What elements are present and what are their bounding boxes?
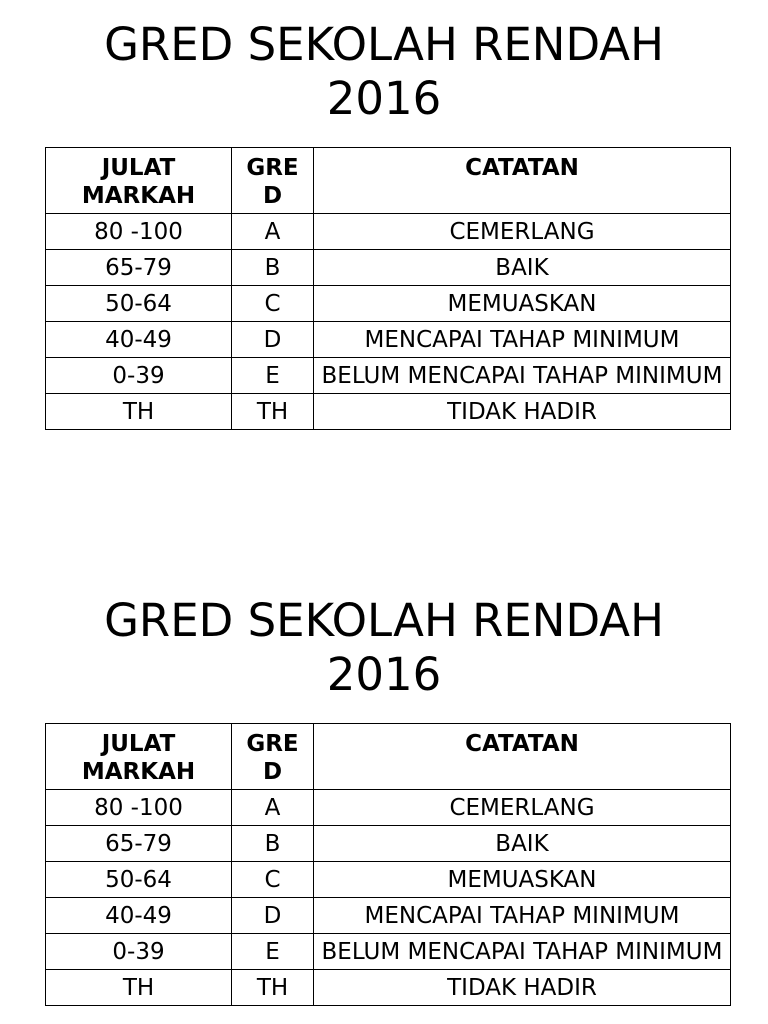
cell-range: 50-64 bbox=[46, 862, 232, 898]
cell-note: MEMUASKAN bbox=[314, 862, 731, 898]
title-line-1: GRED SEKOLAH RENDAH bbox=[104, 18, 664, 71]
grade-table-1 bbox=[45, 147, 731, 430]
cell-grade: E bbox=[232, 358, 314, 394]
grade-section-1 bbox=[0, 18, 768, 425]
table-row bbox=[46, 934, 731, 970]
cell-range: 65-79 bbox=[46, 250, 232, 286]
cell-grade: TH bbox=[232, 970, 314, 1006]
cell-note: BAIK bbox=[314, 826, 731, 862]
cell-range: 40-49 bbox=[46, 322, 232, 358]
cell-note: MENCAPAI TAHAP MINIMUM bbox=[314, 322, 731, 358]
cell-grade: E bbox=[232, 934, 314, 970]
cell-note: CEMERLANG bbox=[314, 214, 731, 250]
cell-range: 40-49 bbox=[46, 898, 232, 934]
table-row bbox=[46, 862, 731, 898]
cell-range: 0-39 bbox=[46, 934, 232, 970]
cell-note: CEMERLANG bbox=[314, 790, 731, 826]
header-note: CATATAN bbox=[314, 724, 731, 790]
cell-grade: A bbox=[232, 214, 314, 250]
cell-grade: D bbox=[232, 898, 314, 934]
table-row bbox=[46, 898, 731, 934]
cell-range: 0-39 bbox=[46, 358, 232, 394]
cell-note: BELUM MENCAPAI TAHAP MINIMUM bbox=[314, 358, 731, 394]
header-range: JULAT MARKAH bbox=[46, 148, 232, 214]
cell-grade: TH bbox=[232, 394, 314, 430]
header-note: CATATAN bbox=[314, 148, 731, 214]
cell-range: 80 -100 bbox=[46, 790, 232, 826]
table-row bbox=[46, 358, 731, 394]
cell-note: TIDAK HADIR bbox=[314, 970, 731, 1006]
cell-grade: A bbox=[232, 790, 314, 826]
title-line-1: GRED SEKOLAH RENDAH bbox=[104, 594, 664, 647]
cell-range: 80 -100 bbox=[46, 214, 232, 250]
cell-note: BELUM MENCAPAI TAHAP MINIMUM bbox=[314, 934, 731, 970]
table-header-row bbox=[46, 724, 731, 790]
table-row bbox=[46, 214, 731, 250]
page-title-2 bbox=[0, 594, 768, 702]
cell-range: TH bbox=[46, 394, 232, 430]
cell-range: 65-79 bbox=[46, 826, 232, 862]
cell-grade: D bbox=[232, 322, 314, 358]
header-range: JULAT MARKAH bbox=[46, 724, 232, 790]
cell-range: TH bbox=[46, 970, 232, 1006]
cell-range: 50-64 bbox=[46, 286, 232, 322]
grade-section-2 bbox=[0, 594, 768, 1001]
cell-note: MEMUASKAN bbox=[314, 286, 731, 322]
cell-grade: B bbox=[232, 250, 314, 286]
table-row bbox=[46, 826, 731, 862]
grade-table-2 bbox=[45, 723, 731, 1006]
table-header-row bbox=[46, 148, 731, 214]
table-row bbox=[46, 286, 731, 322]
table-row bbox=[46, 322, 731, 358]
cell-grade: C bbox=[232, 286, 314, 322]
cell-grade: C bbox=[232, 862, 314, 898]
cell-note: BAIK bbox=[314, 250, 731, 286]
header-grade: GRE D bbox=[232, 724, 314, 790]
cell-note: MENCAPAI TAHAP MINIMUM bbox=[314, 898, 731, 934]
table-row bbox=[46, 790, 731, 826]
table-row bbox=[46, 250, 731, 286]
title-line-2: 2016 bbox=[326, 72, 442, 125]
table-row bbox=[46, 394, 731, 430]
page-title-1 bbox=[0, 18, 768, 126]
cell-grade: B bbox=[232, 826, 314, 862]
title-line-2: 2016 bbox=[326, 648, 442, 701]
cell-note: TIDAK HADIR bbox=[314, 394, 731, 430]
header-grade: GRE D bbox=[232, 148, 314, 214]
table-row bbox=[46, 970, 731, 1006]
